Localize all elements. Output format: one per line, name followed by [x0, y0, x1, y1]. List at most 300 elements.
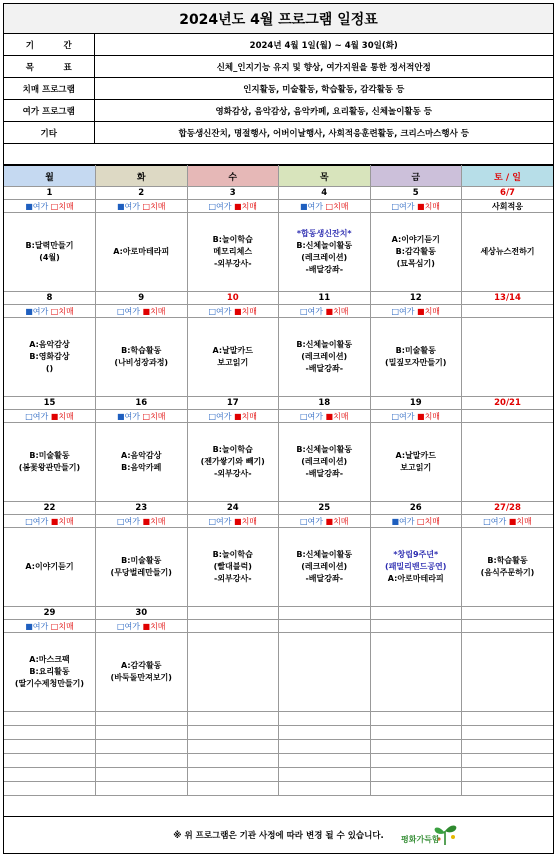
dementia-label: 치매	[424, 411, 441, 421]
leisure-checkbox-icon: ■	[25, 201, 33, 211]
program-type-cell	[187, 305, 279, 318]
program-type-cell	[279, 410, 371, 423]
activity-line: A:아로마테라피	[113, 247, 170, 256]
blank-cell	[187, 754, 279, 768]
activity-line: B:신체놀이활동	[296, 445, 353, 454]
activity-line: *합동생신잔치*	[296, 229, 352, 238]
blank-row	[4, 712, 553, 726]
weekday-header: 화	[96, 166, 188, 187]
date-cell	[462, 607, 554, 620]
dementia-checkbox-icon: ■	[231, 306, 242, 316]
blank-cell	[96, 712, 188, 726]
dementia-checkbox-icon: ■	[231, 201, 242, 211]
activity-line: B:신체놀이활동	[296, 550, 353, 559]
activity-row	[4, 213, 553, 292]
blank-cell	[370, 726, 462, 740]
activity-line: 세상뉴스전하기	[480, 247, 535, 256]
weekday-header: 월	[4, 166, 96, 187]
activity-line: A:마스크팩	[29, 655, 70, 664]
logo-text: 평화가득함	[401, 835, 440, 844]
dementia-checkbox-icon: ■	[139, 621, 151, 631]
blank-cell	[96, 740, 188, 754]
leisure-label: 여가	[307, 411, 323, 421]
activity-line: 보고읽기	[217, 358, 249, 367]
blank-row	[4, 782, 553, 796]
activity-line: A:아로마테라피	[387, 574, 444, 583]
dementia-label: 치매	[241, 516, 258, 526]
activity-cell	[4, 528, 96, 607]
activity-line: B:놀이학습	[212, 550, 253, 559]
blank-cell	[4, 782, 96, 796]
activity-cell	[370, 528, 462, 607]
blank-cell	[279, 754, 371, 768]
blank-cell	[462, 782, 554, 796]
dementia-label: 치매	[241, 201, 258, 211]
activity-line: B:신체놀이활동	[296, 340, 353, 349]
activity-cell	[96, 318, 188, 397]
activity-cell	[279, 213, 371, 292]
leisure-checkbox-icon: ■	[391, 516, 399, 526]
date-cell: 25	[279, 502, 371, 515]
blank-cell	[187, 726, 279, 740]
program-type-cell	[96, 305, 188, 318]
program-type-cell	[462, 410, 554, 423]
activity-line: -외부강사-	[213, 259, 252, 268]
activity-line: B:요리활동	[29, 667, 70, 676]
dementia-label: 치매	[333, 306, 349, 316]
info-table	[4, 34, 553, 144]
leisure-label: 여가	[32, 516, 49, 526]
program-type-cell	[370, 200, 462, 213]
blank-row	[4, 754, 553, 768]
activity-cell	[462, 318, 554, 397]
leisure-label: 여가	[399, 306, 415, 316]
blank-cell	[279, 712, 371, 726]
date-cell: 1	[4, 187, 96, 200]
blank-cell	[279, 768, 371, 782]
leisure-checkbox-icon: ■	[116, 201, 125, 211]
date-cell: 19	[370, 397, 462, 410]
activity-line: (딸기수제청만들기)	[14, 679, 85, 688]
info-row	[4, 100, 553, 122]
blank-cell	[279, 740, 371, 754]
activity-cell	[279, 423, 371, 502]
activity-row	[4, 528, 553, 607]
activity-line: -배달강좌-	[305, 574, 344, 583]
footer-note	[4, 816, 553, 853]
dementia-checkbox-icon: □	[414, 516, 425, 526]
date-row	[4, 292, 553, 305]
date-cell: 30	[96, 607, 188, 620]
activity-cell	[279, 528, 371, 607]
dementia-label: 치매	[333, 516, 349, 526]
dementia-checkbox-icon: ■	[231, 516, 242, 526]
activity-cell	[279, 318, 371, 397]
date-cell: 13/14	[462, 292, 554, 305]
activity-cell	[279, 633, 371, 712]
activity-cell	[4, 633, 96, 712]
activity-cell	[96, 633, 188, 712]
date-cell: 3	[187, 187, 279, 200]
activity-line: (묘목심기)	[396, 259, 435, 268]
dementia-label: 치매	[241, 306, 258, 316]
activity-line: ()	[45, 364, 54, 373]
program-type-cell	[187, 200, 279, 213]
leisure-checkbox-icon: □	[299, 516, 308, 526]
dementia-label: 치매	[333, 201, 349, 211]
leisure-checkbox-icon: □	[299, 411, 308, 421]
leisure-label: 여가	[490, 516, 507, 526]
activity-cell	[187, 213, 279, 292]
info-row	[4, 34, 553, 56]
activity-line: B:놀이학습	[212, 235, 253, 244]
info-label: 치매 프로그램	[4, 78, 94, 100]
info-value: 신체_인지기능 유지 및 향상, 여가지원을 통한 정서적안정	[94, 56, 553, 78]
dementia-label: 치매	[58, 201, 74, 211]
program-type-cell	[279, 305, 371, 318]
weekday-header: 금	[370, 166, 462, 187]
program-type-cell	[4, 410, 96, 423]
top-note: 사회적응	[492, 201, 523, 211]
program-type-cell	[96, 410, 188, 423]
leisure-checkbox-icon: □	[116, 306, 125, 316]
date-row	[4, 607, 553, 620]
date-cell: 26	[370, 502, 462, 515]
info-value: 2024년 4월 1일(월) ~ 4월 30일(화)	[94, 34, 553, 56]
leisure-label: 여가	[32, 306, 49, 316]
date-cell: 24	[187, 502, 279, 515]
date-cell: 2	[96, 187, 188, 200]
dementia-label: 치매	[58, 621, 74, 631]
dementia-label: 치매	[424, 516, 441, 526]
blank-cell	[96, 768, 188, 782]
leisure-checkbox-icon: □	[391, 411, 399, 421]
leisure-checkbox-icon: ■	[25, 306, 33, 316]
blank-cell	[96, 782, 188, 796]
leisure-label: 여가	[307, 516, 323, 526]
dementia-label: 치매	[424, 306, 441, 316]
leisure-checkbox-icon: □	[208, 411, 216, 421]
program-type-row	[4, 200, 553, 213]
dementia-checkbox-icon: ■	[139, 516, 151, 526]
dementia-label: 치매	[58, 516, 74, 526]
date-cell: 11	[279, 292, 371, 305]
blank-cell	[187, 768, 279, 782]
leisure-label: 여가	[216, 516, 232, 526]
info-value: 합동생신잔치, 명절행사, 어버이날행사, 사회적응훈련활동, 크리스마스행사 등	[94, 122, 553, 144]
activity-line: B:영화감상	[29, 352, 70, 361]
activity-line: (패밀리밴드공연)	[385, 562, 447, 571]
program-type-cell	[370, 410, 462, 423]
date-cell: 15	[4, 397, 96, 410]
program-type-cell	[279, 515, 371, 528]
blank-cell	[370, 782, 462, 796]
blank-row	[4, 740, 553, 754]
blank-row	[4, 768, 553, 782]
activity-cell	[187, 633, 279, 712]
program-type-cell	[462, 620, 554, 633]
leisure-checkbox-icon: □	[391, 201, 399, 211]
blank-cell	[370, 768, 462, 782]
program-type-cell	[96, 200, 188, 213]
blank-cell	[4, 712, 96, 726]
dementia-label: 치매	[150, 201, 166, 211]
activity-line: B:신체놀이활동	[296, 241, 353, 250]
info-row	[4, 78, 553, 100]
leisure-checkbox-icon: □	[208, 306, 216, 316]
leisure-label: 여가	[124, 201, 140, 211]
date-cell: 27/28	[462, 502, 554, 515]
activity-cell	[462, 213, 554, 292]
dementia-checkbox-icon: ■	[322, 306, 334, 316]
program-type-row	[4, 515, 553, 528]
leisure-label: 여가	[399, 516, 415, 526]
activity-row	[4, 318, 553, 397]
date-cell: 8	[4, 292, 96, 305]
leisure-label: 여가	[32, 201, 49, 211]
weekday-header: 토 / 일	[462, 166, 554, 187]
activity-line: B:미술활동	[29, 451, 70, 460]
blank-cell	[462, 768, 554, 782]
dementia-label: 치매	[241, 411, 258, 421]
blank-cell	[279, 782, 371, 796]
activity-line: (4월)	[39, 253, 60, 262]
activity-line: 보고읽기	[400, 463, 432, 472]
dementia-label: 치매	[150, 306, 166, 316]
program-type-row	[4, 620, 553, 633]
leisure-label: 여가	[124, 306, 140, 316]
program-type-cell	[462, 200, 554, 213]
activity-line: B:미술활동	[395, 346, 436, 355]
program-type-row	[4, 410, 553, 423]
weekday-header: 수	[187, 166, 279, 187]
leisure-checkbox-icon: □	[208, 516, 216, 526]
leisure-checkbox-icon: ■	[116, 411, 125, 421]
activity-cell	[187, 318, 279, 397]
program-type-cell	[4, 305, 96, 318]
leisure-label: 여가	[307, 201, 323, 211]
blank-cell	[96, 726, 188, 740]
dementia-checkbox-icon: ■	[414, 411, 425, 421]
dementia-label: 치매	[150, 411, 166, 421]
blank-cell	[462, 712, 554, 726]
dementia-checkbox-icon: □	[139, 411, 151, 421]
date-cell: 12	[370, 292, 462, 305]
date-cell: 29	[4, 607, 96, 620]
dementia-checkbox-icon: ■	[506, 516, 517, 526]
blank-cell	[370, 712, 462, 726]
activity-line: A:감각활동	[121, 661, 162, 670]
date-cell: 22	[4, 502, 96, 515]
activity-cell	[187, 423, 279, 502]
program-type-cell	[370, 620, 462, 633]
date-cell: 4	[279, 187, 371, 200]
blank-cell	[370, 754, 462, 768]
date-row	[4, 502, 553, 515]
activity-line: *창립9주년*	[393, 550, 439, 559]
program-type-cell	[187, 620, 279, 633]
dementia-checkbox-icon: ■	[48, 411, 59, 421]
info-label: 여가 프로그램	[4, 100, 94, 122]
activity-line: B:놀이학습	[212, 445, 253, 454]
activity-line: A:이야기듣기	[25, 562, 74, 571]
program-type-cell	[279, 200, 371, 213]
leisure-checkbox-icon: □	[391, 306, 399, 316]
blank-cell	[96, 754, 188, 768]
activity-line: A:날말카드	[395, 451, 436, 460]
program-type-cell	[462, 515, 554, 528]
activity-line: A:날말카드	[212, 346, 253, 355]
activity-line: (레크레이션)	[301, 562, 348, 571]
program-type-cell	[187, 410, 279, 423]
blank-cell	[4, 726, 96, 740]
dementia-checkbox-icon: ■	[48, 516, 59, 526]
dementia-checkbox-icon: ■	[322, 516, 334, 526]
leisure-label: 여가	[216, 306, 232, 316]
activity-row	[4, 633, 553, 712]
activity-line: B:달력만들기	[25, 241, 74, 250]
leisure-checkbox-icon: □	[116, 621, 125, 631]
leisure-label: 여가	[399, 201, 415, 211]
date-cell	[279, 607, 371, 620]
calendar-table	[4, 165, 553, 796]
dementia-checkbox-icon: ■	[414, 306, 425, 316]
activity-cell	[462, 423, 554, 502]
activity-line: (젠가쌓기와 빼기)	[200, 457, 265, 466]
page-title: 2024년도 4월 프로그램 일정표	[4, 4, 553, 34]
activity-cell	[4, 318, 96, 397]
program-type-cell	[370, 305, 462, 318]
date-cell: 16	[96, 397, 188, 410]
dementia-checkbox-icon: □	[139, 201, 151, 211]
date-cell: 5	[370, 187, 462, 200]
program-type-cell	[96, 620, 188, 633]
blank-cell	[4, 768, 96, 782]
program-type-cell	[96, 515, 188, 528]
dementia-checkbox-icon: ■	[231, 411, 242, 421]
blank-cell	[187, 712, 279, 726]
activity-line: (무당벌레만들기)	[110, 568, 172, 577]
program-type-row	[4, 305, 553, 318]
activity-cell	[4, 423, 96, 502]
leisure-checkbox-icon: □	[299, 306, 308, 316]
activity-cell	[96, 213, 188, 292]
blank-cell	[370, 740, 462, 754]
activity-line: B:미술활동	[121, 556, 162, 565]
activity-line: (레크레이션)	[301, 253, 348, 262]
leisure-checkbox-icon: ■	[25, 621, 33, 631]
dementia-label: 치매	[424, 201, 441, 211]
activity-cell	[370, 318, 462, 397]
leisure-checkbox-icon: □	[25, 411, 33, 421]
program-type-cell	[4, 515, 96, 528]
leisure-label: 여가	[216, 411, 232, 421]
activity-cell	[462, 528, 554, 607]
footer-text: ※ 위 프로그램은 기관 사정에 따라 변경 될 수 있습니다.	[173, 831, 384, 841]
activity-cell	[370, 633, 462, 712]
activity-line: -외부강사-	[213, 574, 252, 583]
activity-cell	[187, 528, 279, 607]
info-value: 인지활동, 미술활동, 학습활동, 감각활동 등	[94, 78, 553, 100]
activity-line: 메모리체스	[213, 247, 253, 256]
dementia-checkbox-icon: □	[48, 201, 59, 211]
blank-cell	[462, 740, 554, 754]
dementia-checkbox-icon: □	[48, 306, 59, 316]
date-cell	[187, 607, 279, 620]
program-type-cell	[4, 620, 96, 633]
weekday-header: 목	[279, 166, 371, 187]
program-type-cell	[4, 200, 96, 213]
leisure-checkbox-icon: □	[483, 516, 491, 526]
date-row	[4, 397, 553, 410]
program-type-cell	[370, 515, 462, 528]
program-type-cell	[462, 305, 554, 318]
date-cell: 18	[279, 397, 371, 410]
dementia-checkbox-icon: □	[48, 621, 59, 631]
blank-cell	[4, 754, 96, 768]
date-row	[4, 187, 553, 200]
blank-cell	[462, 726, 554, 740]
activity-line: B:감각활동	[395, 247, 436, 256]
leisure-label: 여가	[124, 621, 140, 631]
info-label: 기타	[4, 122, 94, 144]
leisure-label: 여가	[124, 411, 140, 421]
leisure-label: 여가	[32, 621, 49, 631]
activity-line: (레크레이션)	[301, 352, 348, 361]
activity-line: (봄꽃왕관만들기)	[18, 463, 81, 472]
activity-line: -배달강좌-	[305, 469, 344, 478]
activity-line: -배달강좌-	[305, 364, 344, 373]
date-cell	[370, 607, 462, 620]
leisure-label: 여가	[216, 201, 232, 211]
activity-line: -배달강좌-	[305, 265, 344, 274]
activity-line: (밀짚모자만들기)	[385, 358, 447, 367]
spacer-row	[4, 144, 553, 165]
dementia-label: 치매	[150, 621, 166, 631]
weekday-header-row	[4, 166, 553, 187]
info-label: 목 표	[4, 56, 94, 78]
activity-cell	[370, 213, 462, 292]
activity-cell	[96, 423, 188, 502]
date-cell: 9	[96, 292, 188, 305]
activity-line: (음식주문하기)	[480, 568, 535, 577]
date-cell: 17	[187, 397, 279, 410]
leisure-checkbox-icon: □	[208, 201, 216, 211]
activity-line: A:음악감상	[121, 451, 162, 460]
activity-cell	[462, 633, 554, 712]
blank-row	[4, 726, 553, 740]
program-type-cell	[187, 515, 279, 528]
date-cell: 10	[187, 292, 279, 305]
date-cell: 20/21	[462, 397, 554, 410]
blank-cell	[187, 782, 279, 796]
leisure-checkbox-icon: ■	[299, 201, 308, 211]
activity-line: (바둑돌만져보기)	[110, 673, 172, 682]
date-cell: 23	[96, 502, 188, 515]
activity-line: A:음악감상	[29, 340, 70, 349]
date-cell: 6/7	[462, 187, 554, 200]
activity-cell	[96, 528, 188, 607]
activity-line: B:학습활동	[487, 556, 528, 565]
leisure-label: 여가	[307, 306, 323, 316]
dementia-label: 치매	[333, 411, 349, 421]
activity-line: (나비성장과정)	[114, 358, 169, 367]
leisure-label: 여가	[399, 411, 415, 421]
activity-line: (빨대블럭)	[213, 562, 252, 571]
info-label: 기 간	[4, 34, 94, 56]
activity-cell	[370, 423, 462, 502]
activity-line: B:학습활동	[121, 346, 162, 355]
